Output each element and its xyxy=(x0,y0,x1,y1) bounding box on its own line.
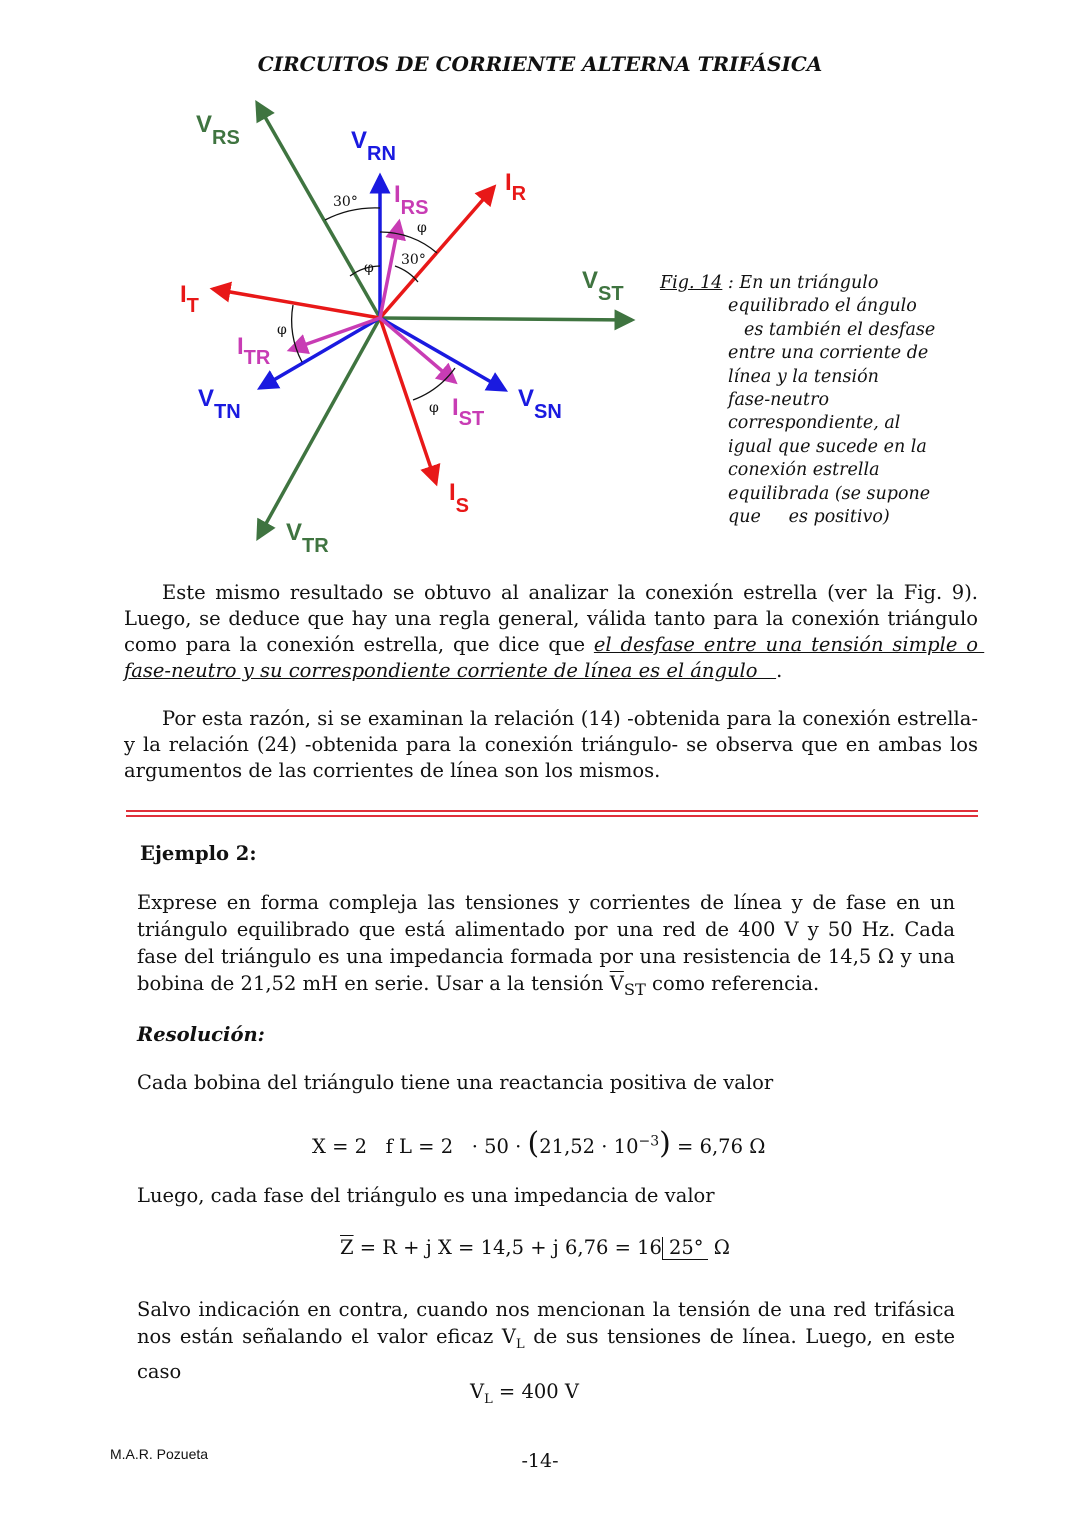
phi-label: φ xyxy=(429,400,439,416)
label-vtn: $V_{TN}$ xyxy=(198,385,241,423)
resolution-heading: Resolución: xyxy=(137,1023,265,1046)
caption-line: equilibrada (se supone xyxy=(728,483,931,504)
caption-line: : En un triángulo xyxy=(727,273,879,293)
label-is: $I_S$ xyxy=(449,479,470,517)
equation-line-voltage: $V_L = 400$ V xyxy=(470,1380,579,1407)
caption-line: que es positivo) xyxy=(728,507,890,528)
angle-label: 30° xyxy=(401,252,426,268)
caption-line: correspondiente, al xyxy=(728,413,901,434)
phasor-diagram xyxy=(0,0,680,570)
text-reactance: Cada bobina del triángulo tiene una reactancia positiva de valor xyxy=(137,1071,774,1094)
angle-label: 30° xyxy=(333,194,358,210)
label-itr: $I_{TR}$ xyxy=(237,333,271,369)
figure-caption xyxy=(660,272,935,529)
label-vrn: $V_{RN}$ xyxy=(351,127,396,165)
label-vst: $V_{ST}$ xyxy=(582,267,624,305)
figure-ref: Fig. 14 xyxy=(660,273,723,293)
label-vtr: $V_{TR}$ xyxy=(286,519,329,557)
label-vsn: $V_{SN}$ xyxy=(518,385,562,423)
vector-it xyxy=(213,289,380,318)
label-vrs: $V_{RS}$ xyxy=(196,111,240,149)
label-irs: $I_{RS}$ xyxy=(394,181,429,219)
text-line-voltage: Salvo indicación en contra, cuando nos mencionan la tensión de una red trifásica nos están señalando el valor eficaz $V_L$ de sus tensiones de línea. Luego, en este caso xyxy=(137,1298,956,1383)
phi-label: φ xyxy=(417,220,427,236)
caption-line: fase-neutro xyxy=(728,390,829,411)
divider xyxy=(126,810,978,812)
caption-line: es también el desfase xyxy=(744,319,936,340)
example-statement: Exprese en forma compleja las tensiones y corrientes de línea y de fase en un triángulo equilibrado que está alimentado por una red de 400 V y 50 Hz. Cada fase del triángulo es una impedancia formada por una resistencia de 14,5 Ω y una bobina de 21,52 mH en serie. Usar a la tensión $\overline{V}_{ST}$ como referencia. xyxy=(137,891,955,999)
caption-line: línea y la tensión xyxy=(728,366,879,387)
phi-label: φ xyxy=(364,260,374,276)
vector-vst xyxy=(380,318,632,320)
page-header: CIRCUITOS DE CORRIENTE ALTERNA TRIFÁSICA xyxy=(257,52,823,76)
footer-author: M.A.R. Pozueta xyxy=(110,1446,209,1462)
phi-label: φ xyxy=(277,322,287,338)
caption-line: equilibrado el ángulo xyxy=(728,296,917,317)
divider xyxy=(126,815,978,817)
label-ist: $I_{ST}$ xyxy=(452,394,485,430)
caption-line: conexión estrella xyxy=(728,460,880,481)
caption-line: igual que sucede en la xyxy=(728,436,927,457)
label-ir: $I_R$ xyxy=(505,169,527,205)
label-it: $I_T$ xyxy=(180,281,199,317)
text-impedance: Luego, cada fase del triángulo es una impedancia de valor xyxy=(137,1184,715,1207)
equation-impedance: $\overline{Z} = R + j$ X = 14,5 + j 6,76 = 16 25° Ω xyxy=(340,1236,730,1259)
example-title: Ejemplo 2: xyxy=(140,842,257,865)
equation-reactance: X = 2 f $L = 2 \cdot 50 \cdot (21,52 \cdot 10^{-3}) = 6,76$ Ω xyxy=(312,1126,766,1161)
paragraph-1: Este mismo resultado se obtuvo al analizar la conexión estrella (ver la Fig. 9). Luego, se deduce que hay una regla general, válida tanto para la conexión triángulo como para la conexión estrella, que dice que el desfase entre una tensión simple o fase-neutro y su correspondiente corriente de línea es el ángulo . xyxy=(124,581,985,682)
caption-line: entre una corriente de xyxy=(728,343,929,364)
vector-vsn xyxy=(380,318,505,390)
vector-vtr xyxy=(258,318,380,538)
vector-irs xyxy=(380,222,399,318)
paragraph-2: Por esta razón, si se examinan la relación (14) -obtenida para la conexión estrella- y la relación (24) -obtenida para la conexión triángulo- se observa que en ambas los argumentos de las corrientes de línea son los mismos. xyxy=(124,707,978,782)
page-number: -14- xyxy=(521,1450,559,1472)
